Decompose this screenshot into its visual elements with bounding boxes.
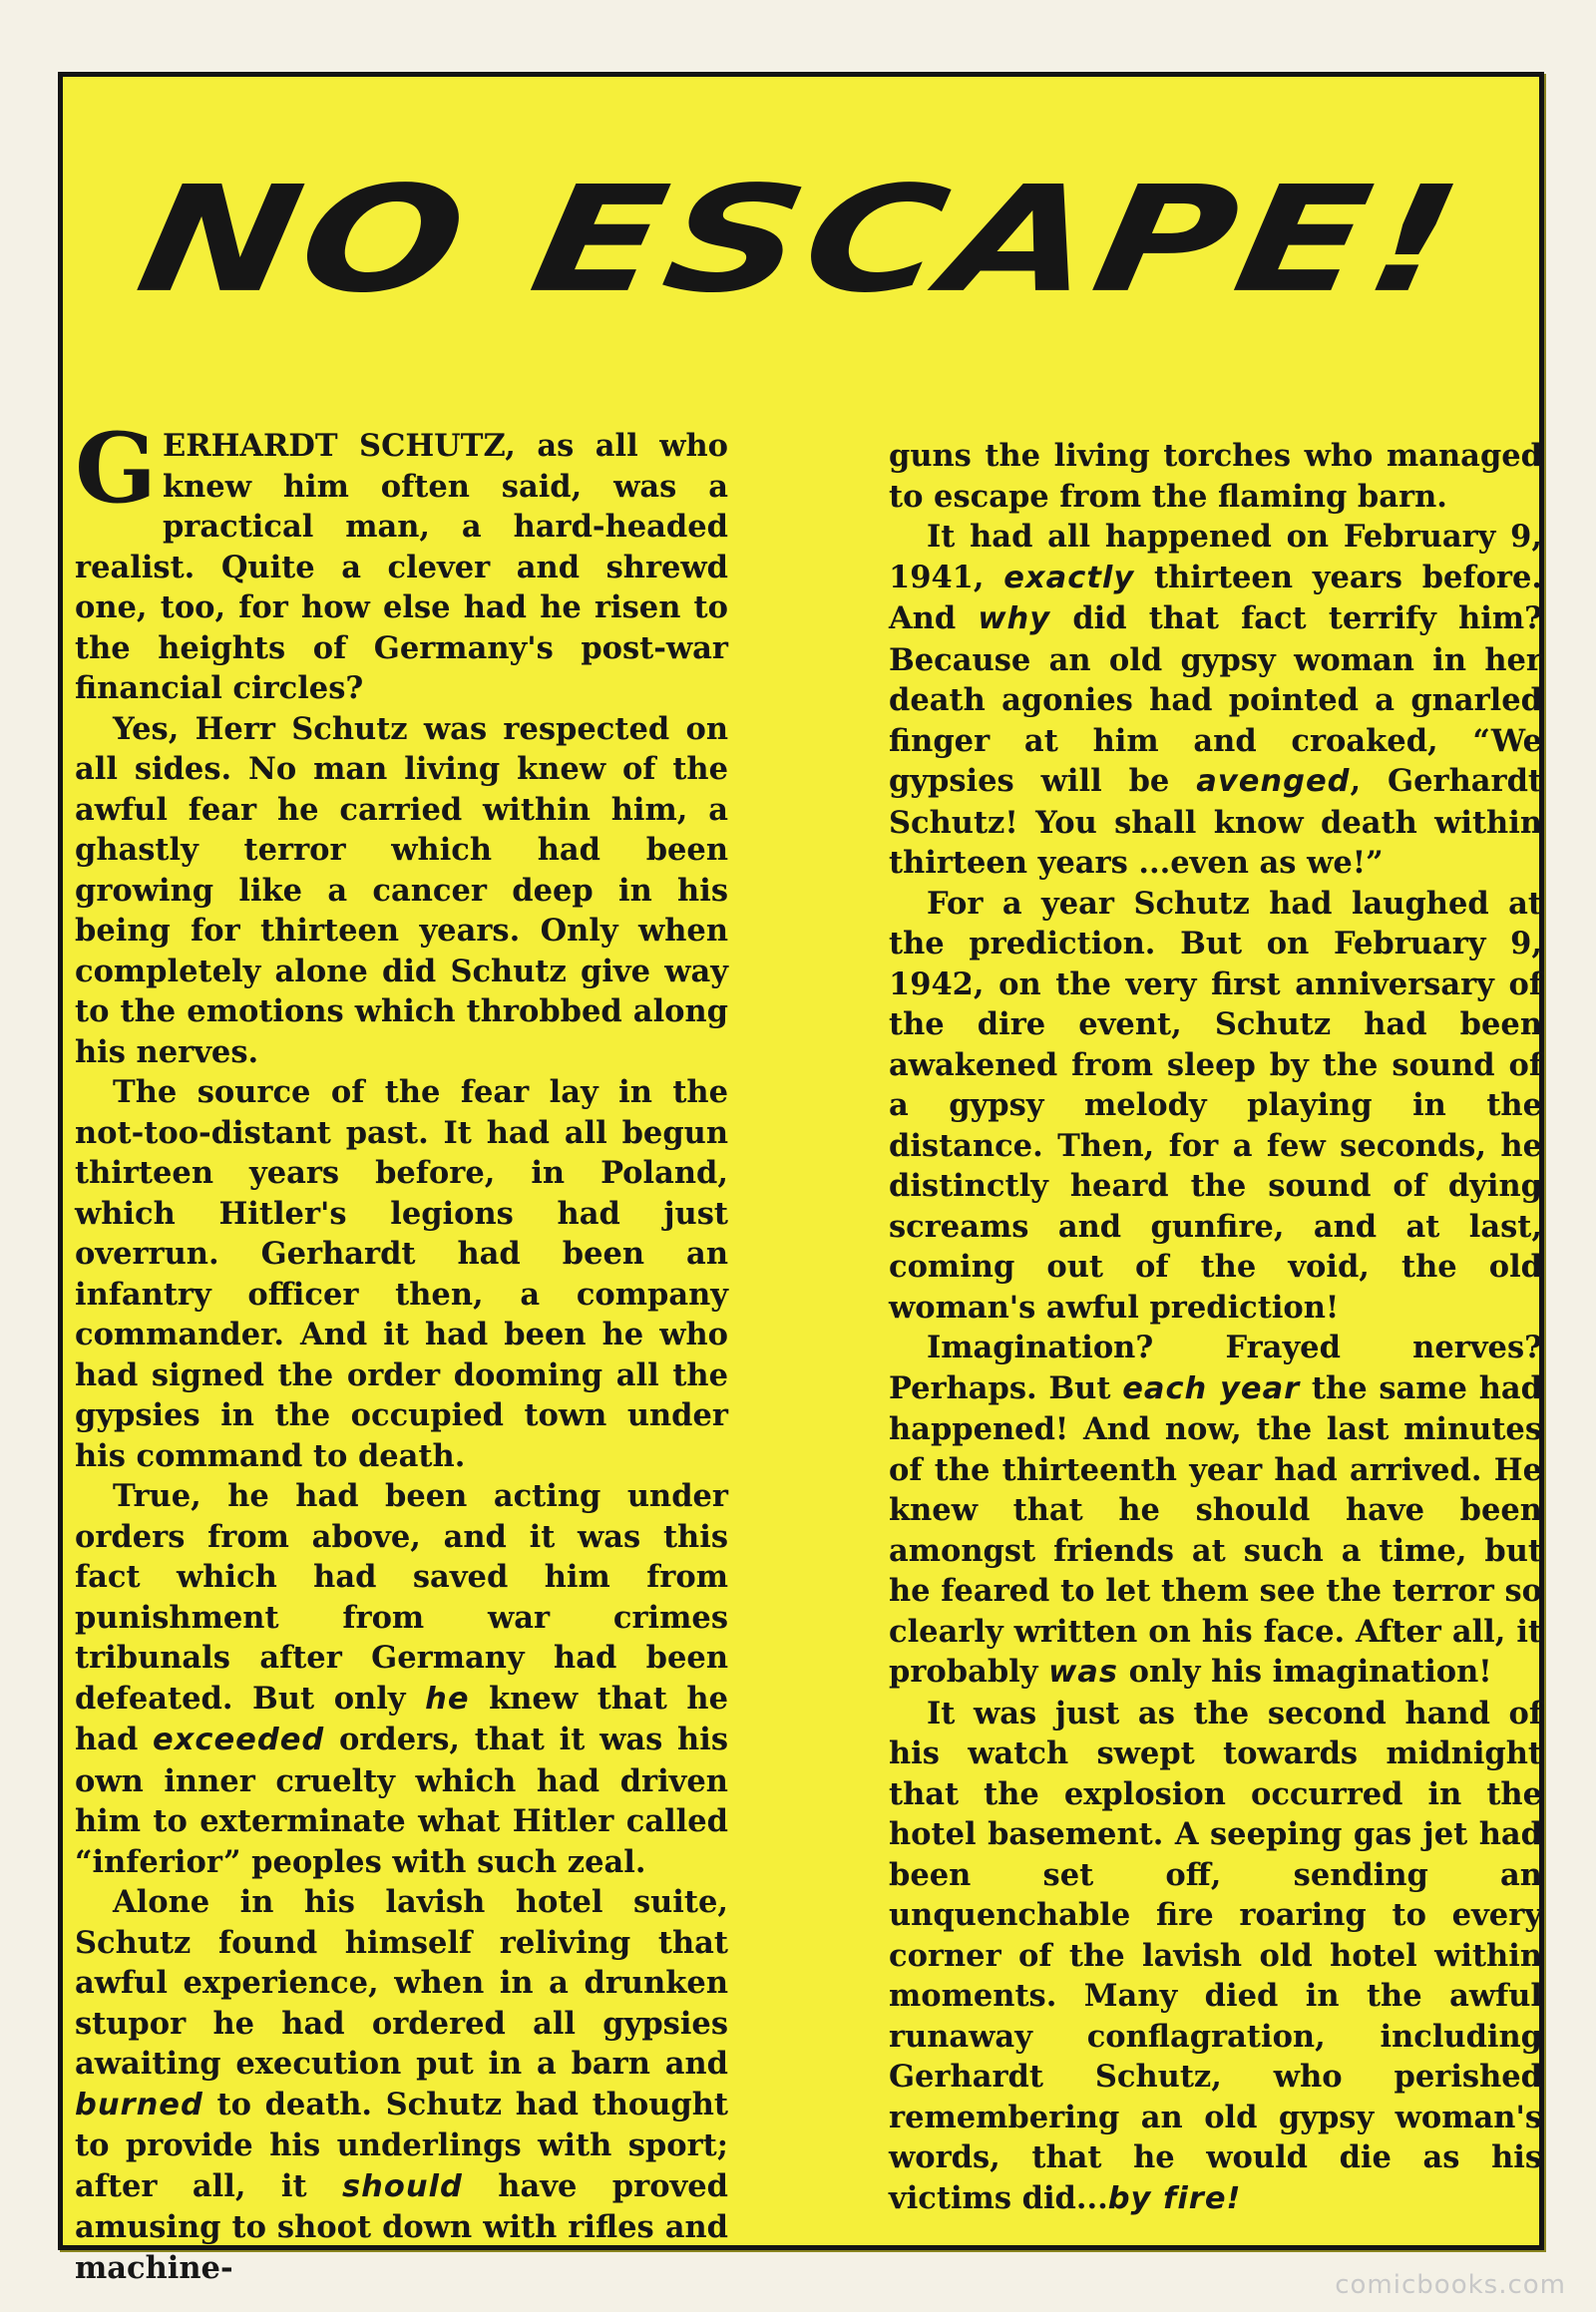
paragraph-text: only his imagination!: [1118, 1654, 1492, 1690]
paragraph: For a year Schutz had laughed at the prediction. But on February 9, 1942, on the very first anniversary of the dire event, Schutz had been awakened from sleep by the sound of a gypsy melody playing in the distance. Then, for a few seconds, he distinctly heard the sound of dying screams and gunfire, and at last, coming out of the void, the old woman's awful prediction!: [889, 885, 1542, 1326]
emphasis-text: why: [978, 601, 1051, 636]
story-panel: [58, 72, 1544, 2286]
right-column: [889, 436, 1542, 2219]
paragraph-text: did that fact terrify him? Because an old gypsy woman in her death agonies had pointed a gnarled finger at him and croaked, “We gypsies will be: [889, 600, 1542, 799]
emphasis-text: should: [342, 2168, 463, 2204]
emphasis-text: he: [425, 1681, 470, 1717]
paragraph-text: the same had happened! And now, the last minutes of the thirteenth year had arrived. He knew that he should have been amongst friends at such a time, but he feared to let them see the terror so clearly written on his face. After all, it probably: [889, 1369, 1542, 1690]
paragraph: [889, 1328, 1542, 1694]
paragraph-text: thirteen years before. And: [889, 559, 1543, 636]
emphasis-text: was: [1048, 1655, 1119, 1690]
paragraph: [889, 1694, 1542, 2220]
emphasis-text: exactly: [1003, 560, 1135, 595]
paragraph-text: True, he had been acting under orders from above, and it was this fact which had saved him from punishment from war crimes tribunals after Germany had been defeated. But only: [75, 1478, 728, 1717]
paragraph-text: have proved amusing to shoot down with rifles and machine-: [75, 2167, 728, 2286]
paragraph-text: to death. Schutz had thought to provide his underlings with sport; after all, it: [75, 2086, 728, 2204]
emphasis-text: exceeded: [153, 1723, 325, 1757]
paragraph-text: , Gerhardt Schutz! You shall know death within thirteen years ...even as we!”: [889, 763, 1542, 881]
watermark: comicbooks.com: [1335, 2270, 1566, 2300]
left-column: [75, 412, 728, 2288]
paragraph-text: knew that he had: [75, 1680, 728, 1757]
paragraph: [75, 1882, 728, 2288]
paragraph: [75, 412, 728, 709]
paragraph-text: It had all happened on February 9, 1941,: [889, 519, 1542, 595]
emphasis-text: burned: [75, 2087, 203, 2122]
paragraph: [75, 1476, 728, 1882]
story-title: NO ESCAPE!: [127, 155, 1476, 326]
paragraph-text: ERHARDT SCHUTZ, as all who knew him often said, was a practical man, a hard-headed realist. Quite a clever and shrewd one, too, for how else had he risen to the heights of Germany's post-war financial circles?: [75, 428, 728, 706]
paragraph-text: orders, that it was his own inner cruelty which had driven him to exterminate what Hitler called “inferior” peoples with such zeal.: [75, 1722, 728, 1880]
paragraph-text: Alone in his lavish hotel suite, Schutz found himself reliving that awful experience, when in a drunken stupor he had ordered all gypsies awaiting execution put in a barn and: [75, 1884, 728, 2082]
emphasis-text: each year: [1122, 1370, 1301, 1406]
paragraph: [889, 517, 1542, 884]
paragraph-text: Imagination? Frayed nerves? Perhaps. But: [889, 1330, 1542, 1406]
paragraph-text: It was just as the second hand of his watch swept towards midnight that the explosion occurred in the hotel basement. A seeping gas jet had been set off, sending an unquenchable fire roaring to every corner of the lavish old hotel within moments. Many died in the awful runaway conflagration, including Gerhardt Schutz, who perished remembering an old gypsy woman's words, that he would die as his victims did...: [889, 1695, 1542, 2216]
paragraph: The source of the fear lay in the not-too-distant past. It had all begun thirteen years before, in Poland, which Hitler's legions had just overrun. Gerhardt had been an infantry officer then, a company commander. And it had been he who had signed the order dooming all the gypsies in the occupied town under his command to death.: [75, 1074, 728, 1474]
paragraph: Yes, Herr Schutz was respected on all sides. No man living knew of the awful fear he carried within him, a ghastly terror which had been growing like a cancer deep in his being for thirteen years. Only when completely alone did Schutz give way to the emotions which throbbed along his nerves.: [75, 710, 728, 1070]
emphasis-text: by fire!: [1107, 2180, 1242, 2216]
drop-cap: G: [75, 412, 157, 525]
emphasis-text: avenged: [1196, 764, 1351, 799]
paragraph: guns the living torches who managed to escape from the flaming barn.: [889, 438, 1542, 515]
